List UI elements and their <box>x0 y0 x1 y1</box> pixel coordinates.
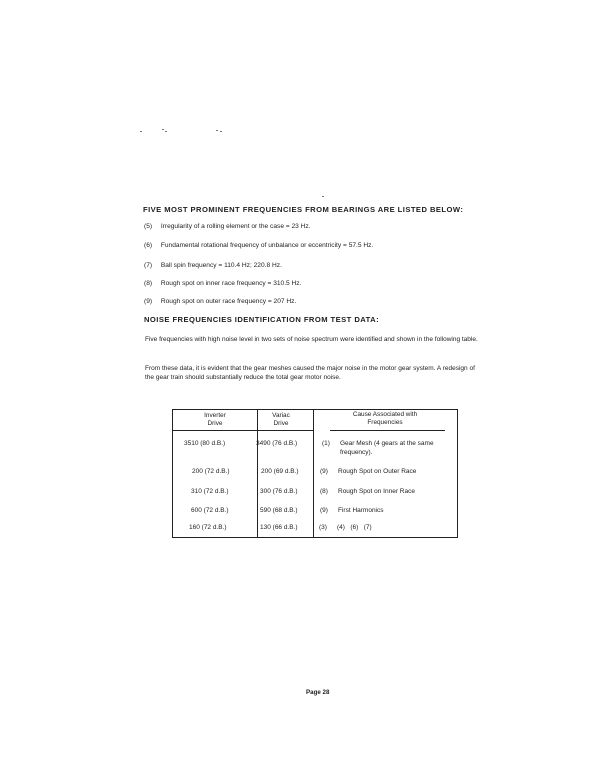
cell-inverter: 600 (72 d.B.) <box>191 507 229 514</box>
cell-variac: 130 (66 d.B.) <box>260 524 298 531</box>
cause-number: (1) <box>322 440 330 447</box>
header-cause <box>315 411 455 427</box>
cell-variac: 200 (69 d.B.) <box>261 468 299 475</box>
scan-speck <box>165 131 167 132</box>
item-text: Ball spin frequency = 110.4 Hz; 220.8 Hz. <box>160 262 282 269</box>
header-line: Frequencies <box>367 419 403 426</box>
cell-cause <box>322 439 455 457</box>
item-number: (8) <box>144 280 153 287</box>
frequency-table <box>172 409 458 538</box>
paragraph: From these data, it is evident that the gear meshes caused the major noise in the motor gear system. A redesign of the gear train should substantially reduce the total gear motor noise. <box>145 365 475 381</box>
item-text: Rough spot on inner race frequency = 310.5 Hz. <box>160 280 302 287</box>
header-line: Drive <box>207 420 223 427</box>
cause-number: (9) <box>320 468 328 475</box>
paragraph: Five frequencies with high noise level in two sets of noise spectrum were identified and shown in the following table. <box>145 336 478 343</box>
header-rule <box>173 430 313 431</box>
cell-inverter: 200 (72 d.B.) <box>192 468 230 475</box>
scan-speck <box>140 131 142 132</box>
cell-inverter: 310 (72 d.B.) <box>191 488 229 495</box>
cause-text: (4) (6) (7) <box>337 524 372 531</box>
bearing-item <box>144 242 373 249</box>
cause-number: (3) <box>319 524 327 531</box>
item-text: Fundamental rotational frequency of unbalance or eccentricity = 57.5 Hz. <box>160 242 374 249</box>
cell-variac: 590 (68 d.B.) <box>260 507 298 514</box>
item-text: Irregularity of a rolling element or the case = 23 Hz. <box>160 223 311 230</box>
cell-cause <box>320 467 453 476</box>
header-inverter <box>173 412 257 428</box>
item-number: (7) <box>144 262 153 269</box>
scan-speck <box>220 131 222 132</box>
item-number: (6) <box>144 242 153 249</box>
cell-variac: 300 (76 d.B.) <box>260 488 298 495</box>
cell-variac: 3490 (76 d.B.) <box>256 440 298 447</box>
bearing-item <box>144 298 296 305</box>
scan-speck <box>162 129 164 130</box>
scan-speck <box>216 130 218 131</box>
page-number: Page 28 <box>306 689 330 696</box>
cause-text: Rough Spot on Outer Race <box>338 468 417 475</box>
header-line: Variac <box>272 412 290 419</box>
cell-cause <box>320 506 453 515</box>
item-number: (9) <box>144 298 153 305</box>
header-line: Inverter <box>204 412 226 419</box>
cause-text: Gear Mesh (4 gears at the same frequency). <box>340 440 434 456</box>
item-text: Rough spot on outer race frequency = 207 Hz. <box>160 298 297 305</box>
cell-cause <box>319 523 452 532</box>
bearing-item <box>144 223 311 230</box>
cell-inverter: 160 (72 d.B.) <box>189 524 227 531</box>
cause-number: (8) <box>320 488 328 495</box>
cell-cause <box>320 487 453 496</box>
cell-inverter: 3510 (80 d.B.) <box>184 440 226 447</box>
header-variac <box>253 412 309 428</box>
noise-heading: NOISE FREQUENCIES IDENTIFICATION FROM TEST DATA: <box>144 315 380 324</box>
cause-text: Rough Spot on Inner Race <box>338 488 415 495</box>
item-number: (5) <box>144 223 153 230</box>
table-divider <box>313 410 314 537</box>
section-heading: FIVE MOST PROMINENT FREQUENCIES FROM BEARINGS ARE LISTED BELOW: <box>143 205 464 214</box>
bearing-item <box>144 262 282 269</box>
header-line: Drive <box>273 420 289 427</box>
bearing-item <box>144 280 301 287</box>
cause-text: First Harmonics <box>338 507 384 514</box>
scan-speck <box>322 196 324 197</box>
cause-number: (9) <box>320 507 328 514</box>
header-rule <box>330 430 445 431</box>
header-line: Cause Associated with <box>352 411 418 418</box>
